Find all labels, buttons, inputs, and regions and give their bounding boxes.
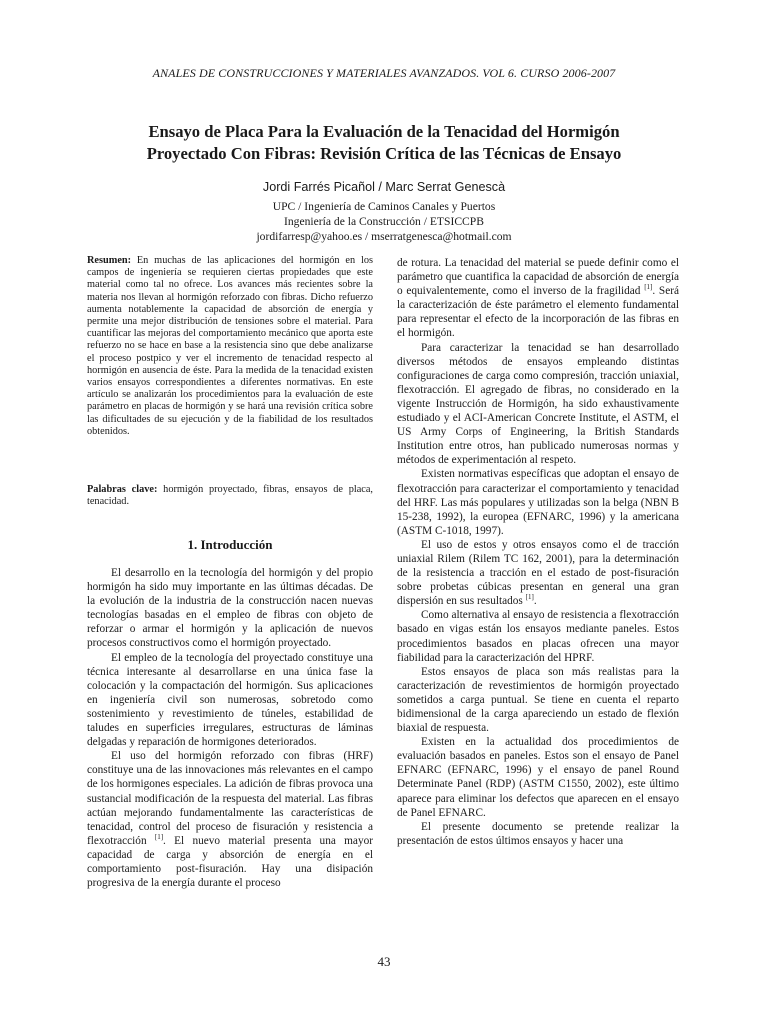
right-paragraph-3: Existen normativas específicas que adoptan el ensayo de flexotracción para caracterizar el comportamiento y tenacidad del HRF. Las más populares y utilizadas son la belga (NBN B 15-238, 1992), la europea (EFNARC, 1996) y la americana (ASTM C-1018, 1997). xyxy=(397,468,679,537)
abstract-paragraph xyxy=(87,255,373,438)
right-paragraph-5: Como alternativa al ensayo de resistencia a flexotracción basado en vigas están los ensayos mediante paneles. Estos procedimientos basados en placas ofrecen una mayor fiabilidad para la caracterización del HPRF. xyxy=(397,609,679,664)
right-column-body xyxy=(397,256,679,848)
keywords-text: hormigón proyectado, fibras, ensayos de placa, tenacidad. xyxy=(87,484,374,508)
keywords-label: Palabras clave: xyxy=(87,484,158,495)
right-paragraph-1 xyxy=(397,256,679,341)
section-heading: 1. Introducción xyxy=(187,537,273,552)
authors: Jordi Farrés Picañol / Marc Serrat Genescà xyxy=(262,180,506,194)
citation-ref: [1] xyxy=(525,593,534,602)
intro-paragraph-1: El desarrollo en la tecnología del hormigón y del propio hormigón ha sido muy importante en las últimas décadas. De la evolución de la industria de la construcción nacen nuevas tecnologías basadas en el empleo de fibras con objeto de reforzar o armar el hormigón y la aplicación de nuevos procesos constructivos como el hormigón proyectado. xyxy=(87,567,373,650)
page-number: 43 xyxy=(377,954,391,969)
abstract-text: En muchas de las aplicaciones del hormigón en los campos de ingeniería se requieren ciertas propiedades que este material como tal no ofrece. Los avances más recientes sobre la materia nos llevan al hormigón reforzado con fibras. Dicho refuerzo aumenta notablemente la capacidad de absorción de energía y permite una mejor distribución de tensiones sobre el material. Para cuantificar las mejoras del comportamiento mecánico que aporta este refuerzo no se hace en base a la resistencia sino que debe analizarse el proceso postpico y ver el incremento de tenacidad respecto al hormigón en ausencia de éste. Para la medida de la tenacidad existen varios ensayos correspondientes a diferentes normativas. En este artículo se analizarán los procedimientos para la evaluación de este parámetro en placas de hormigón y se hará una revisión crítica sobre las dificultades de su ejecución y de la fiabilidad de los resultados obtenidos. xyxy=(87,255,373,437)
keywords xyxy=(87,484,373,508)
intro-p3-text-a: El uso del hormigón reforzado con fibras (HRF) constituye una de las innovaciones más relevantes en el campo de los hormigones especiales. La adición de fibras provoca una sustancial modificación de la respuesta del material. Las fibras actúan mejorando fundamentalmente las características de tenacidad, control del proceso de fisuración y resistencia a flexotracción xyxy=(87,750,373,847)
keywords-paragraph xyxy=(87,484,373,508)
right-paragraph-6: Estos ensayos de placa son más realistas para la caracterización de revestimientos de hormigón proyectado sometidos a carga puntual. Se tiene en cuenta el reparto bidimensional de la carga apareciendo un estado de flexión biaxial de respuesta. xyxy=(397,665,679,735)
intro-paragraph-3 xyxy=(87,749,373,890)
right-paragraph-4 xyxy=(397,538,679,608)
right-p4-text-a: El uso de estos y otros ensayos como el de tracción uniaxial Rilem (Rilem TC 162, 2001), para la determinación de la resistencia a tracción en el estado de post-fisuración sobre probetas cúbicas presentan en general una gran dispersión en sus resultados xyxy=(397,538,679,608)
title-line-2: Proyectado Con Fibras: Revisión Crítica de las Técnicas de Ensayo xyxy=(146,144,622,163)
intro-p3-text-b: . El nuevo material presenta una mayor capacidad de carga y absorción de energía en el comportamiento post-fisuración. Hay una disipación progresiva de la energía durante el proceso xyxy=(87,834,373,890)
right-p1-text-b: . Será la caracterización de éste parámetro el elemento fundamental para representar el efecto de la incorporación de las fibras en el hormigón. xyxy=(397,285,679,340)
right-paragraph-8: El presente documento se pretende realizar la presentación de estos últimos ensayos y hacer una xyxy=(397,820,679,847)
right-p4-text-b: . xyxy=(533,595,537,608)
right-paragraph-2: Para caracterizar la tenacidad se han desarrollado diversos métodos de ensayos empleando distintas configuraciones de carga como compresión, tracción uniaxial, flexotracción. El agregado de fibras, no considerado en la vigente Instrucción de Hormigón, ha sido exhaustivamente estudiado y el ACI-American Concrete Institute, el ASTM, el US Army Corps of Engineering, la British Standards Institution entre otros, han publicado numerosas normas y métodos de experimentación al respeto. xyxy=(397,341,679,467)
citation-ref: [1] xyxy=(644,283,653,292)
intro-paragraph-2: El empleo de la tecnología del proyectado constituye una técnica interesante al desarrollarse en una única fase la colocación y la compactación del hormigón. Sus aplicaciones en ingeniería civil son numerosas, sobretodo como sostenimiento y revestimiento de túneles, estabilidad de taludes en superficies irregulares, estructuras de láminas delgadas y reparación de hormigones deteriorados. xyxy=(87,651,373,749)
right-paragraph-7: Existen en la actualidad dos procedimientos de evaluación basados en paneles. Estos son el ensayo de Panel EFNARC (EFNARC, 1996) y el ensayo de panel Round Determinate Panel (RDP) (ASTM C1550, 2002), este último aparece para eliminar los defectos que aparecen en el ensayo de Panel EFNARC. xyxy=(397,736,679,819)
introduction-body xyxy=(87,566,373,890)
affiliation-1: UPC / Ingeniería de Caminos Canales y Puertos xyxy=(272,200,496,213)
abstract xyxy=(87,255,373,438)
paper-title xyxy=(60,121,708,165)
citation-ref: [1] xyxy=(154,833,164,842)
right-p1-text-a: de rotura. La tenacidad del material se puede definir como el parámetro que cuantifica la capacidad de absorción de energía o equivalentemente, como el inverso de la fragilidad xyxy=(397,257,679,298)
author-emails: jordifarresp@yahoo.es / mserratgenesca@hotmail.com xyxy=(256,230,512,243)
title-line-1: Ensayo de Placa Para la Evaluación de la Tenacidad del Hormigón xyxy=(148,122,620,141)
abstract-label: Resumen: xyxy=(87,255,132,266)
affiliation-2: Ingeniería de la Construcción / ETSICCPB xyxy=(284,215,484,228)
running-header: ANALES DE CONSTRUCCIONES Y MATERIALES AVANZADOS. VOL 6. CURSO 2006-2007 xyxy=(152,66,616,80)
